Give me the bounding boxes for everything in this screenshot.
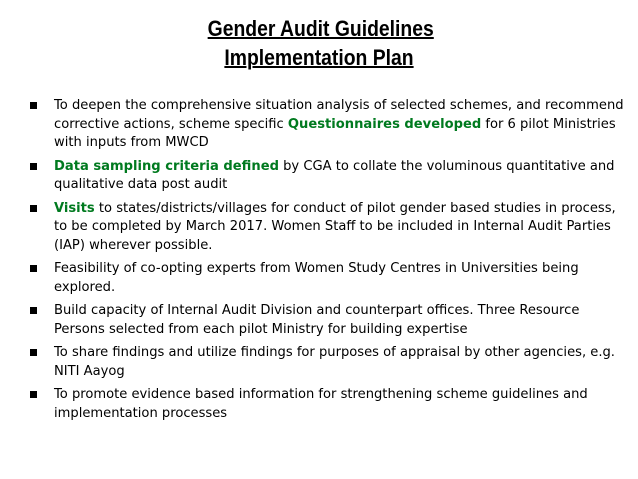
bullet-item-data-sampling — [30, 158, 632, 195]
bullet-text-post: by CGA to collate the voluminous quantitative and qualitative data post audit — [54, 158, 615, 192]
bullet-item-visits — [30, 200, 632, 256]
bullet-item-questionnaires — [30, 97, 632, 153]
square-bullet-icon — [30, 307, 37, 314]
bullet-text: To promote evidence based information for strengthening scheme guidelines and implementation processes — [54, 387, 588, 421]
bullet-text-post: for 6 pilot Ministries with inputs from MWCD — [54, 116, 616, 150]
bullet-text-pre: To deepen the comprehensive situation analysis of selected schemes, and recommend corrective actions, scheme specific — [54, 98, 624, 132]
square-bullet-icon — [30, 265, 37, 272]
title-line-1: Gender Audit Guidelines — [207, 16, 434, 41]
title-line-2: Implementation Plan — [224, 45, 414, 70]
bullet-highlight: Questionnaires developed — [287, 116, 482, 132]
bullet-item-feasibility — [30, 260, 632, 297]
bullet-text: To share findings and utilize findings for purposes of appraisal by other agencies, e.g. NITI Aayog — [54, 345, 615, 379]
bullet-item-share-findings — [30, 344, 632, 381]
bullet-item-promote-evidence — [30, 386, 632, 423]
bullet-highlight: Data sampling criteria defined — [54, 158, 279, 174]
bullet-highlight: Visits — [54, 200, 95, 216]
square-bullet-icon — [30, 391, 37, 398]
bullet-list — [30, 97, 632, 428]
bullet-item-capacity — [30, 302, 632, 339]
bullet-text: Feasibility of co-opting experts from Women Study Centres in Universities being explored. — [54, 261, 579, 295]
slide-title — [45, 14, 594, 72]
square-bullet-icon — [30, 163, 37, 170]
bullet-text: Build capacity of Internal Audit Division and counterpart offices. Three Resource Persons selected from each pilot Ministry for building expertise — [54, 303, 580, 337]
square-bullet-icon — [30, 349, 37, 356]
square-bullet-icon — [30, 205, 37, 212]
bullet-text-post: to states/districts/villages for conduct of pilot gender based studies in process, to be completed by March 2017. Women Staff to be included in Internal Audit Parties (IAP) wherever possible. — [54, 200, 616, 253]
square-bullet-icon — [30, 102, 37, 109]
